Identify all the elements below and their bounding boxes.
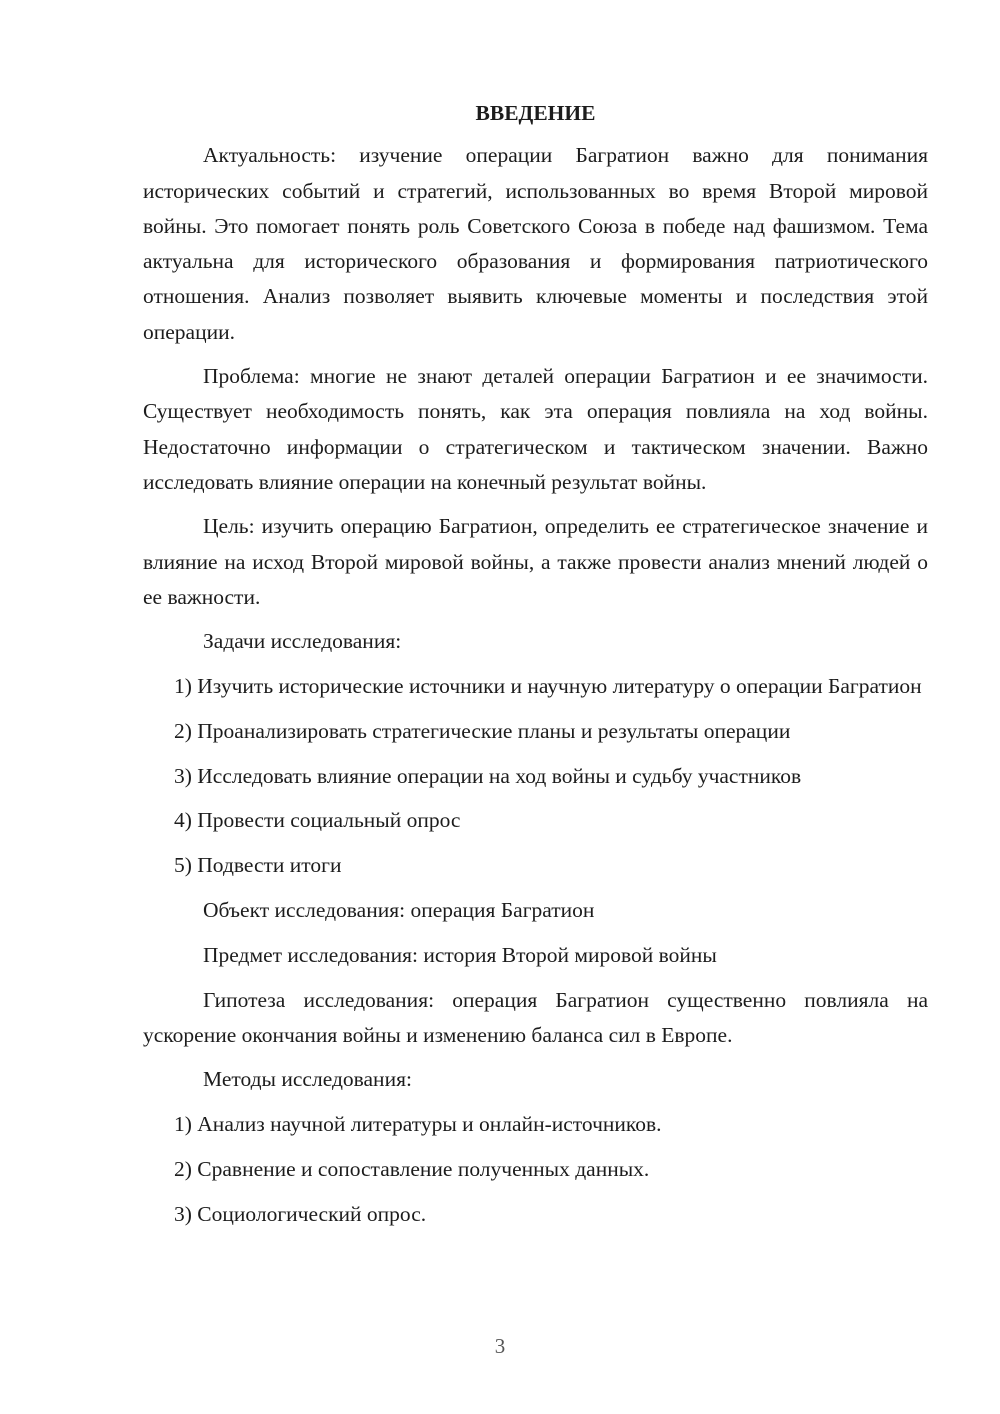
page-number: 3 [494,1334,506,1358]
problem-paragraph: Проблема: многие не знают деталей операции Багратион и ее значимости. Существует необходимость понять, как эта операция повлияла на ход войны. Недостаточно информации о стратегическом и тактическом значении. Важно исследовать влияние операции на конечный результат войны. [143,364,928,494]
method-item: 1) Анализ научной литературы и онлайн-источников. [174,1111,662,1136]
task-item: 4) Провести социальный опрос [174,808,461,833]
goal-paragraph: Цель: изучить операцию Багратион, определить ее стратегическое значение и влияние на исход Второй мировой войны, а также провести анализ мнений людей о ее важности. [143,514,928,609]
research-object: Объект исследования: операция Багратион [203,897,595,922]
task-item: 2) Проанализировать стратегические планы и результаты операции [174,718,791,743]
task-item: 3) Исследовать влияние операции на ход войны и судьбу участников [174,763,802,788]
page-title: ВВЕДЕНИЕ [475,101,596,125]
document-page [143,96,928,1241]
method-item: 2) Сравнение и сопоставление полученных данных. [174,1156,650,1181]
research-subject: Предмет исследования: история Второй мировой войны [203,942,717,967]
method-item: 3) Социологический опрос. [174,1201,427,1226]
hypothesis-paragraph: Гипотеза исследования: операция Багратион существенно повлияла на ускорение окончания войны и изменению баланса сил в Европе. [143,987,928,1047]
relevance-paragraph: Актуальность: изучение операции Багратион важно для понимания исторических событий и стратегий, использованных во время Второй мировой войны. Это помогает понять роль Советского Союза в победе над фашизмом. Тема актуальна для исторического образования и формирования патриотического отношения. Анализ позволяет выявить ключевые моменты и последствия этой операции. [143,143,928,344]
task-item: 1) Изучить исторические источники и научную литературу о операции Багратион [174,673,922,698]
task-item: 5) Подвести итоги [174,853,342,878]
tasks-heading: Задачи исследования: [203,629,402,654]
methods-heading: Методы исследования: [203,1067,412,1092]
